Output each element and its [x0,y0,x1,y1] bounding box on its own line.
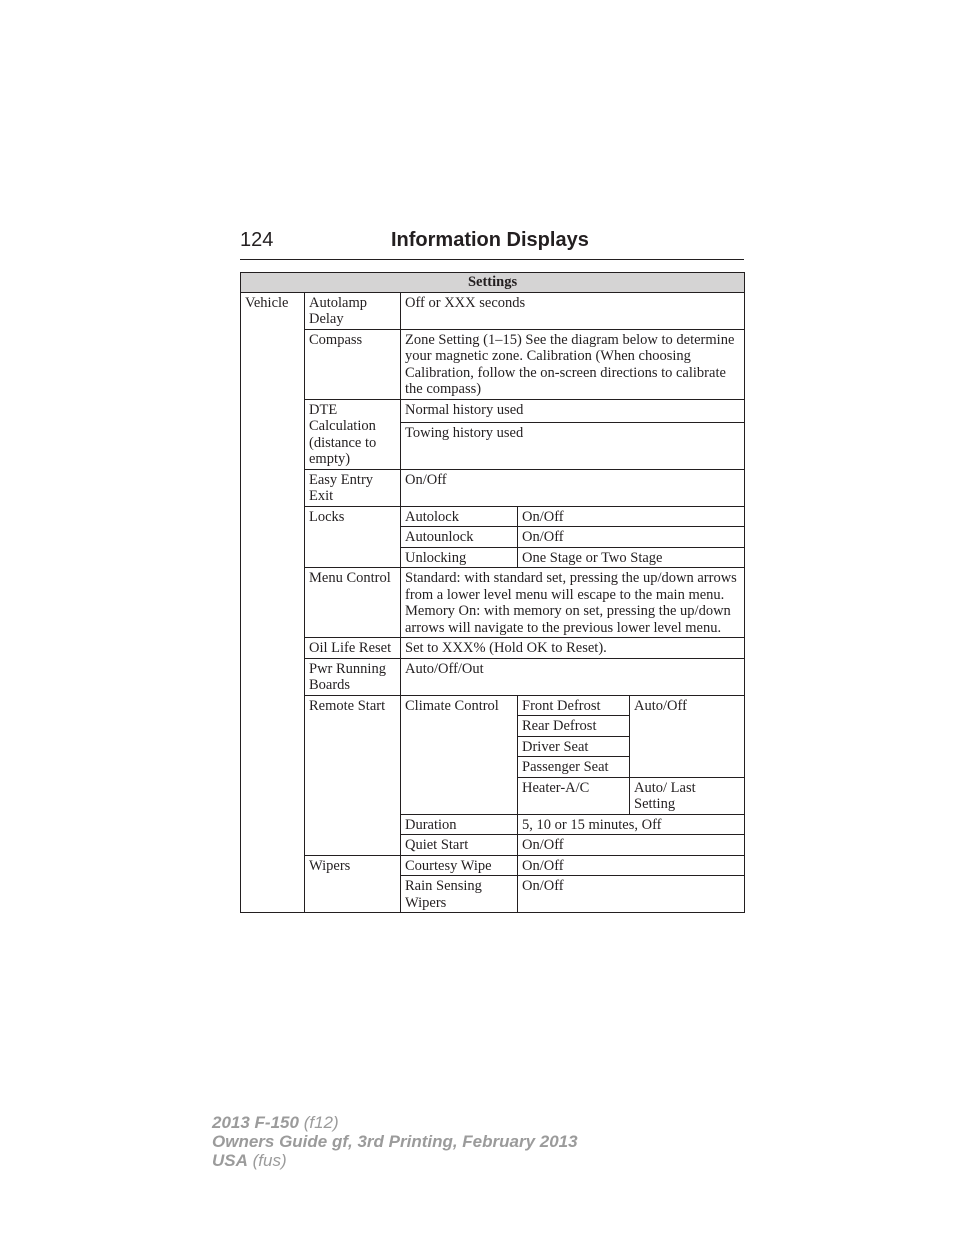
setting-pwr-running-boards: Pwr Running Boards [305,658,401,695]
remote-start-climate-control: Climate Control [401,695,518,814]
footer-guide-line [212,1132,578,1151]
wipers-courtesy-wipe-value: On/Off [518,855,745,876]
value-dte-towing: Towing history used [401,422,745,469]
page-footer [212,1113,578,1170]
setting-autolamp-delay: Autolamp Delay [305,292,401,329]
footer-model-code: (f12) [303,1113,339,1132]
page-header [240,229,744,260]
setting-wipers: Wipers [305,855,401,913]
locks-autounlock-value: On/Off [518,527,745,548]
climate-driver-seat: Driver Seat [518,736,630,757]
value-easy-entry-exit: On/Off [401,469,745,506]
remote-start-quiet-start: Quiet Start [401,835,518,856]
locks-autolock: Autolock [401,506,518,527]
category-vehicle: Vehicle [241,292,305,913]
setting-locks: Locks [305,506,401,568]
climate-passenger-seat: Passenger Seat [518,757,630,778]
value-oil-life-reset: Set to XXX% (Hold OK to Reset). [401,638,745,659]
climate-front-defrost: Front Defrost [518,695,630,716]
value-autolamp-delay: Off or XXX seconds [401,292,745,329]
footer-market-line [212,1151,578,1170]
page-number: 124 [240,229,274,251]
setting-menu-control: Menu Control [305,568,401,638]
wipers-rain-sensing: Rain Sensing Wipers [401,876,518,913]
value-dte-normal: Normal history used [401,399,745,422]
footer-model-line [212,1113,578,1132]
value-compass: Zone Setting (1–15) See the diagram below to determine your magnetic zone. Calibration (When choosing Calibration, follow the on-screen directions to calibrate the compass) [401,329,745,399]
setting-easy-entry-exit: Easy Entry Exit [305,469,401,506]
locks-autolock-value: On/Off [518,506,745,527]
setting-dte-calculation: DTE Calculation (distance to empty) [305,399,401,469]
footer-guide: Owners Guide gf, 3rd Printing, February 2013 [212,1132,578,1151]
climate-rear-defrost: Rear Defrost [518,716,630,737]
climate-defrost-seat-value: Auto/Off [630,695,745,777]
setting-remote-start: Remote Start [305,695,401,855]
remote-start-duration-value: 5, 10 or 15 minutes, Off [518,814,745,835]
locks-autounlock: Autounlock [401,527,518,548]
climate-heater-ac: Heater-A/C [518,777,630,814]
value-menu-control: Standard: with standard set, pressing the up/down arrows from a lower level menu will escape to the main menu. Memory On: with memory on set, pressing the up/down arrows will navigate to the previous lower level menu. [401,568,745,638]
table-heading: Settings [241,273,745,293]
settings-table [240,272,745,913]
wipers-rain-sensing-value: On/Off [518,876,745,913]
footer-market: USA [212,1151,248,1170]
setting-compass: Compass [305,329,401,399]
footer-model: 2013 F-150 [212,1113,299,1132]
climate-heater-ac-value: Auto/ Last Setting [630,777,745,814]
locks-unlocking-value: One Stage or Two Stage [518,547,745,568]
section-title: Information Displays [391,229,589,251]
wipers-courtesy-wipe: Courtesy Wipe [401,855,518,876]
remote-start-duration: Duration [401,814,518,835]
value-pwr-running-boards: Auto/Off/Out [401,658,745,695]
remote-start-quiet-start-value: On/Off [518,835,745,856]
locks-unlocking: Unlocking [401,547,518,568]
footer-market-code: (fus) [252,1151,287,1170]
setting-oil-life-reset: Oil Life Reset [305,638,401,659]
